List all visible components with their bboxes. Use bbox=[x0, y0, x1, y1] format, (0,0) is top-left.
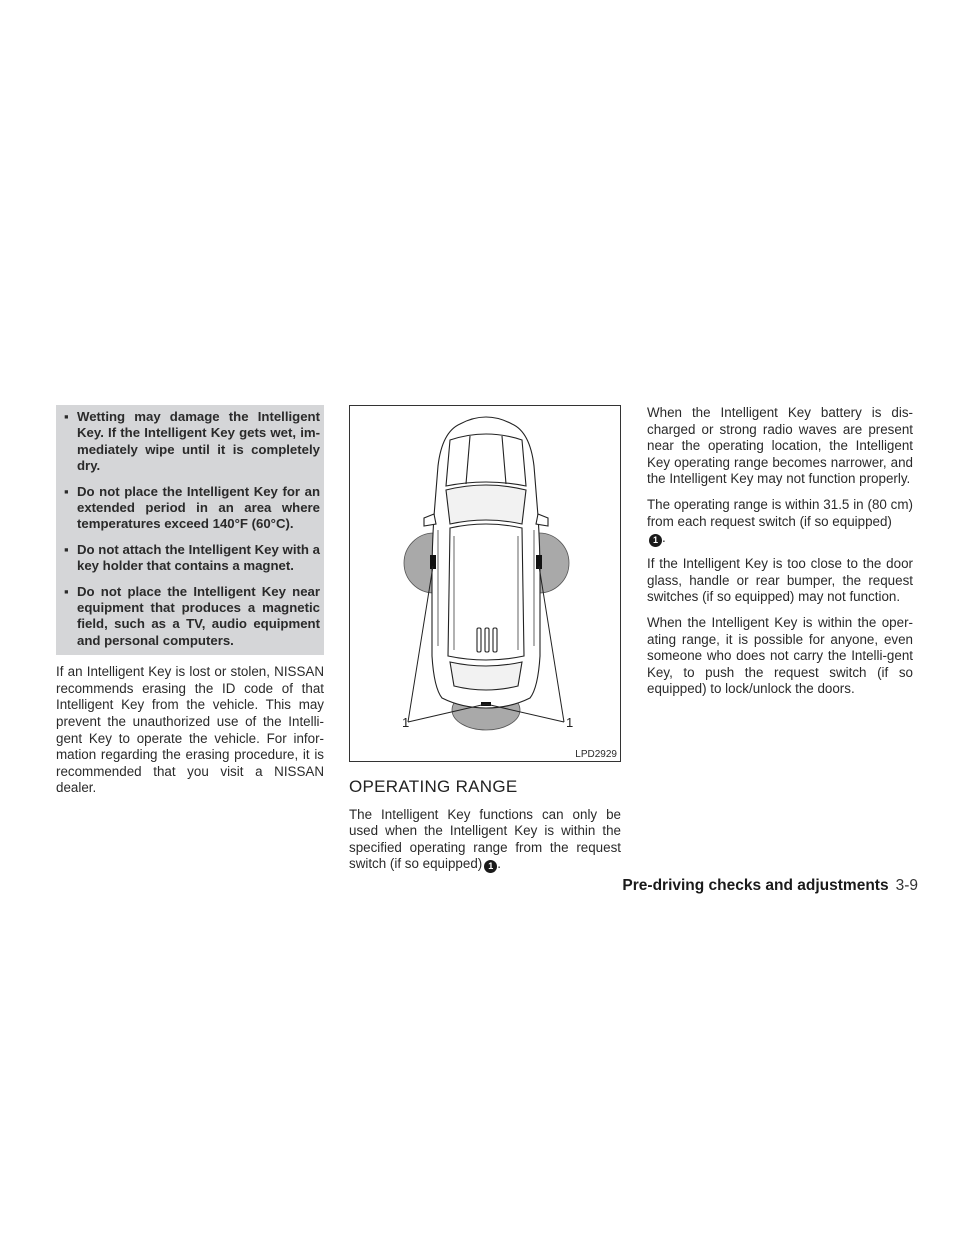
warning-text: Do not place the Intelligent Key near equipment that produces a magnetic field, such as a TV, audio equipment and personal computers. bbox=[77, 583, 320, 648]
warning-item bbox=[62, 542, 320, 575]
warning-item bbox=[62, 484, 320, 533]
callout-label-right: 1 bbox=[566, 715, 574, 730]
car-body bbox=[424, 417, 548, 708]
right-column bbox=[647, 405, 913, 707]
too-close-paragraph: If the Intelligent Key is too close to the door glass, handle or rear bumper, the request switches (if so equipped) may not function. bbox=[647, 556, 913, 605]
warning-item bbox=[62, 584, 320, 650]
warning-text: Do not attach the Intelligent Key with a key holder that contains a magnet. bbox=[77, 541, 320, 574]
figure-code: LPD2929 bbox=[575, 749, 617, 760]
left-column bbox=[56, 405, 324, 806]
operating-range-intro bbox=[349, 807, 621, 874]
warning-text: Wetting may damage the Intelligent Key. If the Intelligent Key gets wet, im-mediately wipe until it is completely dry. bbox=[77, 409, 320, 474]
lost-key-paragraph: If an Intelligent Key is lost or stolen, NISSAN recommends erasing the ID code of that Intelligent Key from the vehicle. This may prevent the unauthorized use of the Intelli-gent Key to operate the vehicle. For infor-mation regarding the erasing procedure, it is recommended that you visit a NISSAN dealer. bbox=[56, 664, 324, 796]
callout-ref-icon: 1 bbox=[649, 534, 662, 547]
bullet-icon: ▪ bbox=[64, 483, 69, 499]
battery-paragraph: When the Intelligent Key battery is dis-charged or strong radio waves are present near the operating location, the Intelligent Key operating range becomes narrower, and the Intelligent Key may not function properly. bbox=[647, 405, 913, 487]
warning-item bbox=[62, 409, 320, 475]
bullet-icon: ▪ bbox=[64, 541, 69, 557]
warning-box bbox=[56, 405, 324, 655]
anyone-paragraph: When the Intelligent Key is within the oper-ating range, it is possible for anyone, even someone who does not carry the Intelli-gent Key, to push the request switch (if so equipped) to lock/unlock the doors. bbox=[647, 614, 913, 697]
range-text: The operating range is within 31.5 in (80 cm) from each request switch (if so equipped) bbox=[647, 496, 913, 529]
range-paragraph bbox=[647, 497, 913, 547]
warning-text: Do not place the Intelligent Key for an extended period in an area where temperatures exceed 140°F (60°C). bbox=[77, 483, 320, 532]
range-end: . bbox=[662, 530, 666, 546]
bullet-icon: ▪ bbox=[64, 409, 69, 424]
section-heading: OPERATING RANGE bbox=[349, 777, 518, 796]
callout-label-left: 1 bbox=[402, 715, 410, 730]
page-number: 3-9 bbox=[895, 877, 918, 894]
intro-text: The Intelligent Key functions can only be used when the Intelligent Key is within the specified operating range from the request switch (if so equipped) bbox=[349, 806, 621, 872]
warning-list bbox=[62, 409, 320, 649]
chapter-title: Pre-driving checks and adjustments bbox=[622, 877, 889, 894]
intro-end: . bbox=[497, 856, 501, 872]
vehicle-top-view-diagram bbox=[350, 406, 620, 761]
callout-ref-icon: 1 bbox=[484, 860, 497, 873]
page-footer bbox=[622, 877, 918, 895]
middle-column bbox=[349, 405, 621, 882]
bullet-icon: ▪ bbox=[64, 583, 69, 599]
operating-range-figure bbox=[349, 405, 621, 762]
